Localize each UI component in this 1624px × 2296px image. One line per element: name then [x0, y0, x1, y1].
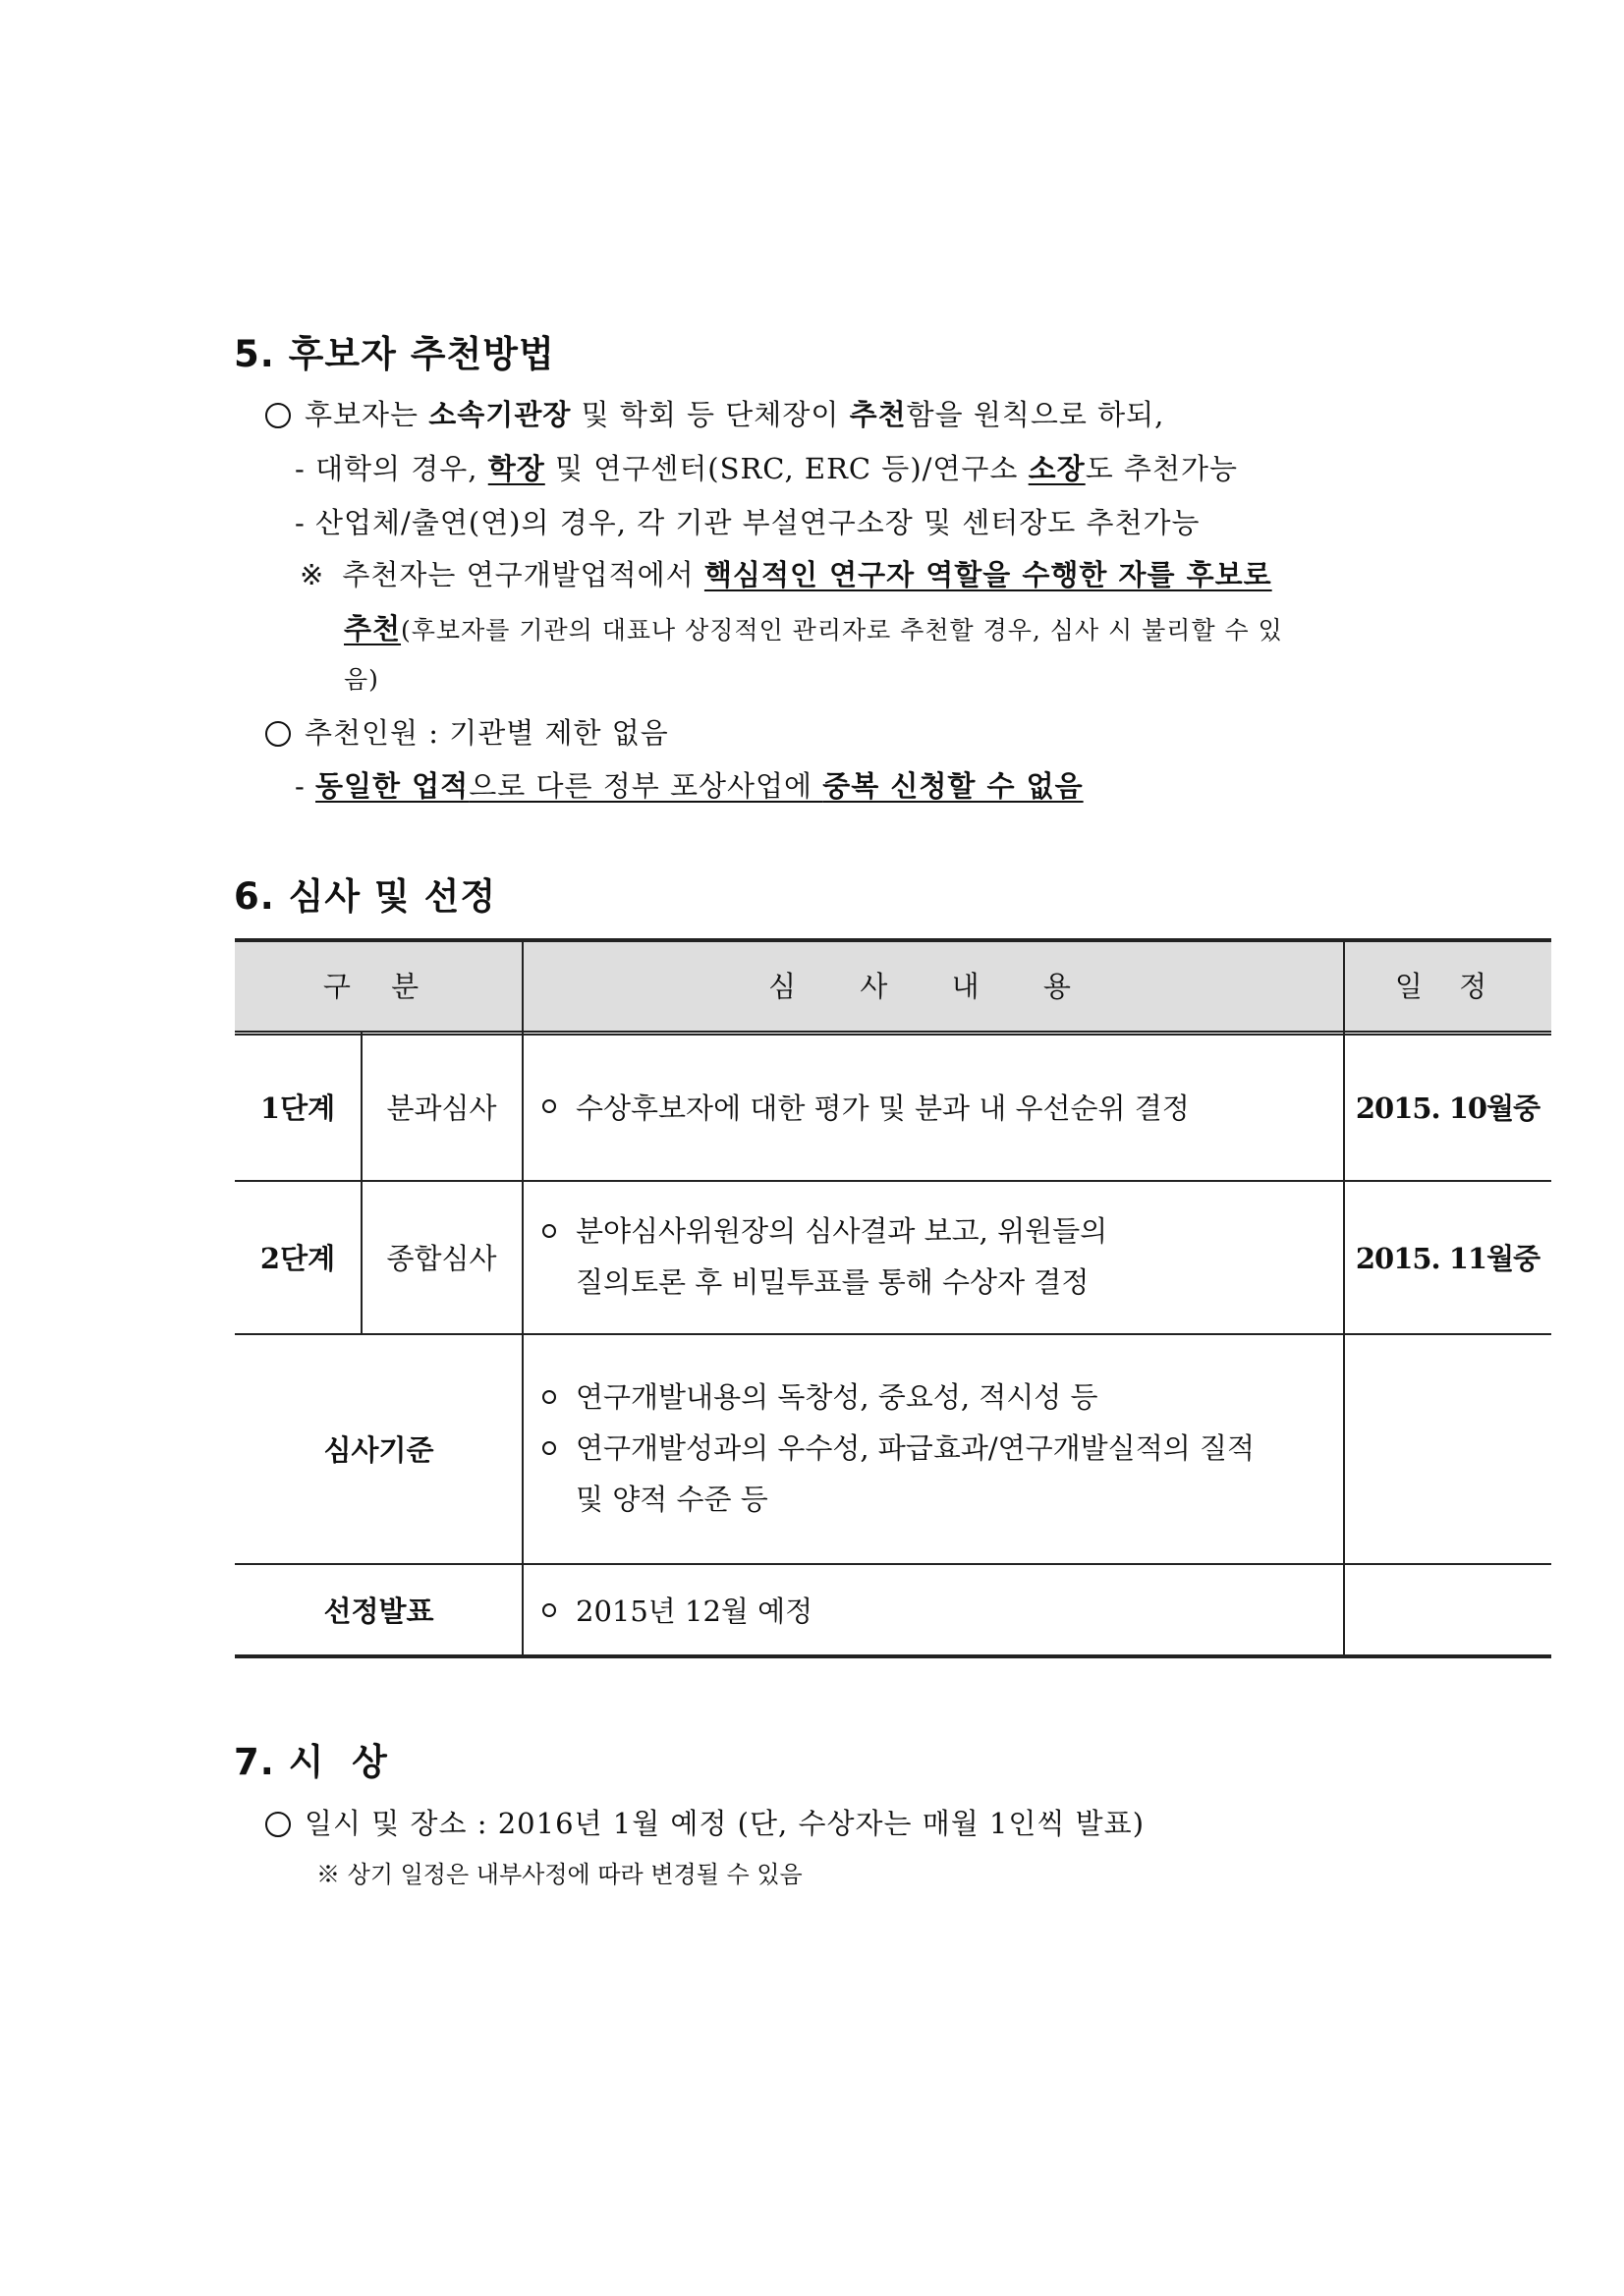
small-circle-bullet-icon	[542, 1390, 556, 1404]
section7-bullet: 일시 및 장소 : 2016년 1월 예정 (단, 수상자는 매월 1인씩 발표)	[265, 1802, 1145, 1842]
small-circle-bullet-icon	[542, 1603, 556, 1617]
table-top-rule	[235, 938, 1551, 942]
table-line	[235, 1563, 1551, 1565]
hollow-circle-bullet-icon	[265, 1812, 291, 1837]
row2-date: 2015. 11월중	[1355, 1241, 1540, 1275]
row4-content: 2015년 12월 예정	[542, 1563, 1344, 1656]
section5-bullet2: 추천인원 : 기관별 제한 없음	[265, 711, 669, 752]
section7-title: 7. 시 상	[234, 1741, 388, 1783]
table-line	[361, 1033, 363, 1333]
row1-content: 수상후보자에 대한 평가 및 분과 내 우선순위 결정	[542, 1033, 1344, 1180]
small-circle-bullet-icon	[542, 1441, 556, 1455]
table-line	[235, 1031, 1551, 1033]
row3-label: 심사기준	[323, 1432, 434, 1467]
section5-dash1: - 대학의 경우, 학장 및 연구센터(SRC, ERC 등)/연구소 소장도 추천가능	[295, 452, 1238, 485]
row2-type: 종합심사	[386, 1241, 497, 1275]
review-table	[235, 938, 1551, 1658]
small-circle-bullet-icon	[542, 1099, 556, 1113]
row1-stage: 1단계	[259, 1091, 336, 1125]
table-line	[522, 938, 524, 1656]
section5-dash2: - 산업체/출연(연)의 경우, 각 기관 부설연구소장 및 센터장도 추천가능	[295, 506, 1201, 539]
small-circle-bullet-icon	[542, 1224, 556, 1238]
row3-content: 연구개발내용의 독창성, 중요성, 적시성 등 연구개발성과의 우수성, 파급효과/연구개발실적의 질적 및 양적 수준 등	[542, 1333, 1344, 1563]
section7-note: ※ 상기 일정은 내부사정에 따라 변경될 수 있음	[316, 1861, 803, 1888]
table-bottom-rule	[235, 1654, 1551, 1658]
table-line	[235, 1180, 1551, 1182]
section5-bullet1: 후보자는 소속기관장 및 학회 등 단체장이 추천함을 원칙으로 하되,	[265, 393, 1164, 433]
header-content: 심 사 내 용	[768, 969, 1098, 1003]
section5-note-line3: 음)	[344, 665, 379, 694]
header-division: 구 분	[322, 969, 435, 1003]
row2-stage: 2단계	[259, 1241, 336, 1275]
row4-label: 선정발표	[323, 1595, 434, 1628]
row1-date: 2015. 10월중	[1355, 1091, 1540, 1125]
header-schedule: 일 정	[1394, 969, 1501, 1003]
table-line	[235, 1333, 1551, 1335]
section5-title: 5. 후보자 추천방법	[234, 333, 555, 375]
hollow-circle-bullet-icon	[265, 721, 291, 747]
row4-date	[1344, 1563, 1551, 1656]
row2-content: 분야심사위원장의 심사결과 보고, 위원들의 질의토론 후 비밀투표를 통해 수상자 결정	[542, 1180, 1344, 1333]
table-line	[1343, 938, 1345, 1656]
section5-dash3: - 동일한 업적으로 다른 정부 포상사업에 중복 신청할 수 없음	[295, 769, 1084, 803]
hollow-circle-bullet-icon	[265, 403, 291, 428]
section5-note-line1: ※ 추천자는 연구개발업적에서 핵심적인 연구자 역할을 수행한 자를 후보로	[300, 558, 1272, 591]
row1-type: 분과심사	[386, 1091, 497, 1125]
table-line	[235, 1034, 1551, 1036]
section5-note-line2: 추천(후보자를 기관의 대표나 상징적인 관리자로 추천할 경우, 심사 시 불리할 수 있	[344, 612, 1283, 645]
row3-date	[1344, 1333, 1551, 1563]
section6-title: 6. 심사 및 선정	[234, 875, 497, 918]
